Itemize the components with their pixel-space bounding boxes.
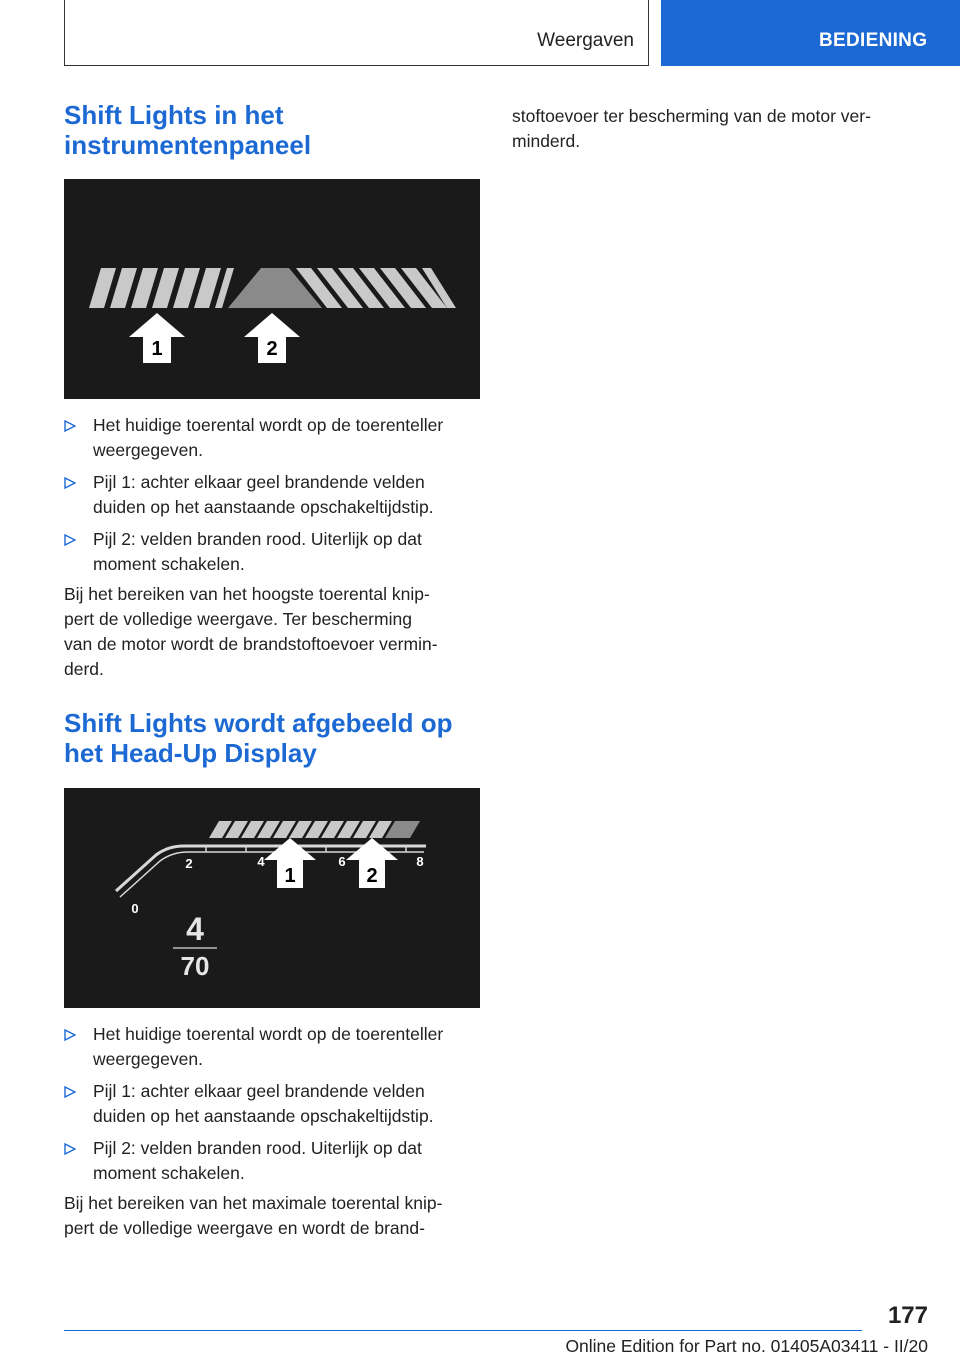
hud-shift-light-fields [209, 821, 392, 838]
section1-heading [64, 100, 480, 160]
figure-instrument-cluster-shift-lights [64, 179, 480, 399]
section2-heading-line2: het Head-Up Display [64, 738, 317, 768]
section2-bullet-list [64, 1022, 480, 1186]
hud-arrow-1-label: 1 [284, 865, 296, 887]
bullet-triangle-icon [64, 477, 76, 489]
list-item: Pijl 2: velden branden rood. Uiterlijk op dat moment schakelen. [64, 1136, 480, 1186]
section1-paragraph: Bij het bereiken van het hoogste toerental knip- pert de volledige weergave. Ter bescherming van de motor wordt de brandstoftoevoer vermin- derd. [64, 584, 438, 679]
footer-divider [64, 1330, 862, 1331]
section1-bullet-list [64, 413, 480, 577]
section1-heading-line2: instrumentenpaneel [64, 130, 312, 160]
list-item: Pijl 1: achter elkaar geel brandende velden duiden op het aanstaande opschakeltijdstip. [64, 1079, 480, 1129]
hud-scale-label-4: 4 [257, 854, 265, 869]
header-chapter-title: BEDIENING [819, 30, 928, 51]
right-column [512, 104, 928, 154]
list-item: Het huidige toerental wordt op de toerenteller weergegeven. [64, 1022, 480, 1072]
header-section-box [64, 0, 649, 66]
arrow-1-label: 1 [151, 338, 163, 360]
header-section-title: Weergaven [537, 30, 634, 51]
hud-speed-readout: 70 [180, 951, 210, 981]
bullet-triangle-icon [64, 420, 76, 432]
section2-heading [64, 708, 480, 768]
section2-paragraph: Bij het bereiken van het maximale toerental knip- pert de volledige weergave en wordt de brand- [64, 1193, 443, 1238]
header-chapter-tab [661, 0, 960, 66]
hud-scale-label-0: 0 [131, 901, 139, 916]
list-item: Het huidige toerental wordt op de toerenteller weergegeven. [64, 413, 480, 463]
arrow-2-label: 2 [266, 338, 278, 360]
right-column-paragraph: stoftoevoer ter bescherming van de motor ver- minderd. [512, 106, 871, 151]
bullet-triangle-icon [64, 1143, 76, 1155]
list-item: Pijl 2: velden branden rood. Uiterlijk op dat moment schakelen. [64, 527, 480, 577]
hud-scale-label-2: 2 [185, 856, 193, 871]
section1-heading-line1: Shift Lights in het [64, 100, 284, 130]
hud-arrow-2-label: 2 [366, 865, 378, 887]
section2-heading-line1: Shift Lights wordt afgebeeld op [64, 708, 453, 738]
footer-edition-text: Online Edition for Part no. 01405A03411 - II/20 [565, 1336, 928, 1356]
page-number: 177 [887, 1302, 928, 1329]
left-column [64, 100, 480, 1241]
figure-head-up-display-shift-lights [64, 788, 480, 1008]
hud-scale-label-8: 8 [416, 854, 424, 869]
list-item: Pijl 1: achter elkaar geel brandende velden duiden op het aanstaande opschakeltijdstip. [64, 470, 480, 520]
bullet-triangle-icon [64, 1029, 76, 1041]
bullet-triangle-icon [64, 534, 76, 546]
bullet-triangle-icon [64, 1086, 76, 1098]
hud-gear-indicator: 4 [186, 911, 204, 947]
hud-scale-label-6: 6 [338, 854, 346, 869]
